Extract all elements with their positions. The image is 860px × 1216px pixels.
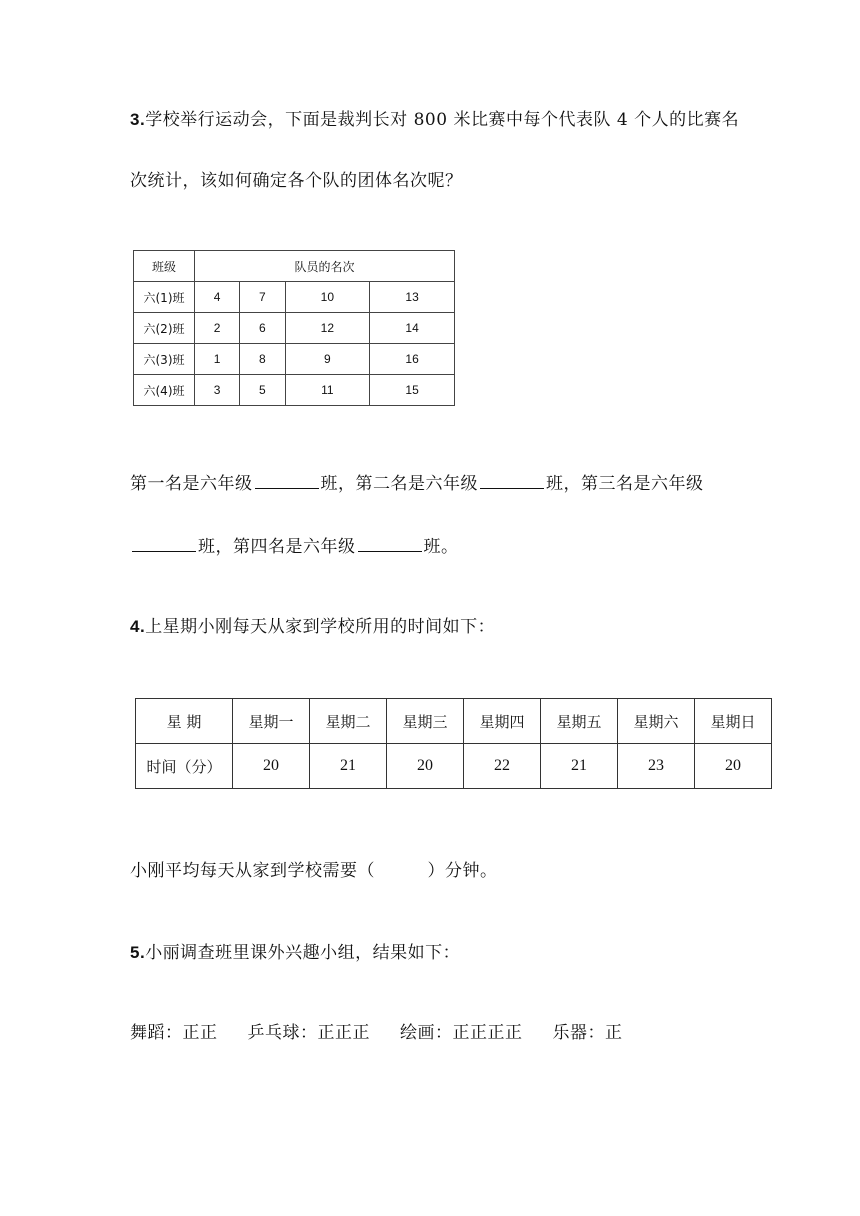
tally-dance xyxy=(130,1018,218,1043)
tally-music xyxy=(553,1018,623,1043)
day-cell: 星期四 xyxy=(464,699,541,744)
time-cell: 20 xyxy=(387,744,464,789)
time-cell: 20 xyxy=(695,744,772,789)
time-table-header xyxy=(136,699,772,744)
tally-label: 绘画： xyxy=(400,1023,453,1043)
row-time-label: 时间（分） xyxy=(136,744,233,789)
answer-blank-fourth[interactable] xyxy=(358,550,422,552)
rank-cell: 1 xyxy=(195,344,240,375)
q4-number: 4. xyxy=(130,617,146,636)
day-cell: 星期日 xyxy=(695,699,772,744)
q3-text-line1 xyxy=(130,105,739,130)
tally-pingpong xyxy=(248,1018,371,1043)
answer-text: 班，第四名是六年级 xyxy=(198,537,356,557)
q5-text-line xyxy=(130,938,460,963)
time-cell: 22 xyxy=(464,744,541,789)
time-cell: 23 xyxy=(618,744,695,789)
rank-cell: 13 xyxy=(370,282,455,313)
q3-text-line2: 次统计，该如何确定各个队的团体名次呢？ xyxy=(130,171,463,191)
class-cell: 六(1)班 xyxy=(134,282,195,313)
rank-cell: 8 xyxy=(240,344,285,375)
tally-marks: 正 xyxy=(605,1023,623,1043)
day-cell: 星期五 xyxy=(541,699,618,744)
header-ranks: 队员的名次 xyxy=(195,251,455,282)
answer-text: 第一名是六年级 xyxy=(130,474,253,494)
day-cell: 星期一 xyxy=(233,699,310,744)
class-cell: 六(3)班 xyxy=(134,344,195,375)
tally-label: 舞蹈： xyxy=(130,1023,183,1043)
rank-cell: 14 xyxy=(370,313,455,344)
time-table-row xyxy=(136,744,772,789)
rank-cell: 12 xyxy=(285,313,370,344)
class-cell: 六(4)班 xyxy=(134,375,195,406)
q4-answer: 小刚平均每天从家到学校需要（ ）分钟。 xyxy=(130,861,498,881)
rank-table-header xyxy=(134,251,455,282)
rank-cell: 7 xyxy=(240,282,285,313)
table-row xyxy=(134,344,455,375)
tally-drawing xyxy=(400,1018,523,1043)
rank-cell: 4 xyxy=(195,282,240,313)
time-cell: 21 xyxy=(541,744,618,789)
answer-blank-third[interactable] xyxy=(132,550,196,552)
rank-cell: 3 xyxy=(195,375,240,406)
rank-cell: 10 xyxy=(285,282,370,313)
day-cell: 星期二 xyxy=(310,699,387,744)
rank-cell: 5 xyxy=(240,375,285,406)
answer-text: 班，第三名是六年级 xyxy=(546,474,704,494)
header-day-label: 星 期 xyxy=(136,699,233,744)
day-cell: 星期三 xyxy=(387,699,464,744)
answer-text: 班。 xyxy=(423,537,459,557)
answer-text: 班，第二名是六年级 xyxy=(320,474,478,494)
q4-text: 上星期小刚每天从家到学校所用的时间如下： xyxy=(145,617,496,637)
table-row xyxy=(134,313,455,344)
answer-blank-second[interactable] xyxy=(480,487,544,489)
q3-answer-line1 xyxy=(130,469,704,494)
time-cell: 20 xyxy=(233,744,310,789)
table-row xyxy=(134,282,455,313)
q5-text: 小丽调查班里课外兴趣小组，结果如下： xyxy=(145,943,461,963)
day-cell: 星期六 xyxy=(618,699,695,744)
header-class: 班级 xyxy=(134,251,195,282)
table-row xyxy=(134,375,455,406)
rank-cell: 11 xyxy=(285,375,370,406)
tally-row xyxy=(130,1018,653,1043)
tally-label: 乒乓球： xyxy=(247,1023,318,1043)
tally-marks: 正正正 xyxy=(317,1023,370,1043)
tally-label: 乐器： xyxy=(552,1023,605,1043)
q3-answer-line2 xyxy=(130,532,459,557)
rank-cell: 16 xyxy=(370,344,455,375)
time-cell: 21 xyxy=(310,744,387,789)
q3-number: 3. xyxy=(130,110,146,129)
q3-text: 学校举行运动会，下面是裁判长对 800 米比赛中每个代表队 4 个人的比赛名 xyxy=(145,110,740,130)
answer-blank-first[interactable] xyxy=(255,487,319,489)
rank-table xyxy=(133,250,455,406)
rank-cell: 2 xyxy=(195,313,240,344)
rank-cell: 6 xyxy=(240,313,285,344)
rank-cell: 15 xyxy=(370,375,455,406)
class-cell: 六(2)班 xyxy=(134,313,195,344)
tally-marks: 正正正正 xyxy=(452,1023,523,1043)
time-table xyxy=(135,698,772,789)
tally-marks: 正正 xyxy=(182,1023,218,1043)
q4-text-line xyxy=(130,612,495,637)
rank-cell: 9 xyxy=(285,344,370,375)
q5-number: 5. xyxy=(130,943,146,962)
